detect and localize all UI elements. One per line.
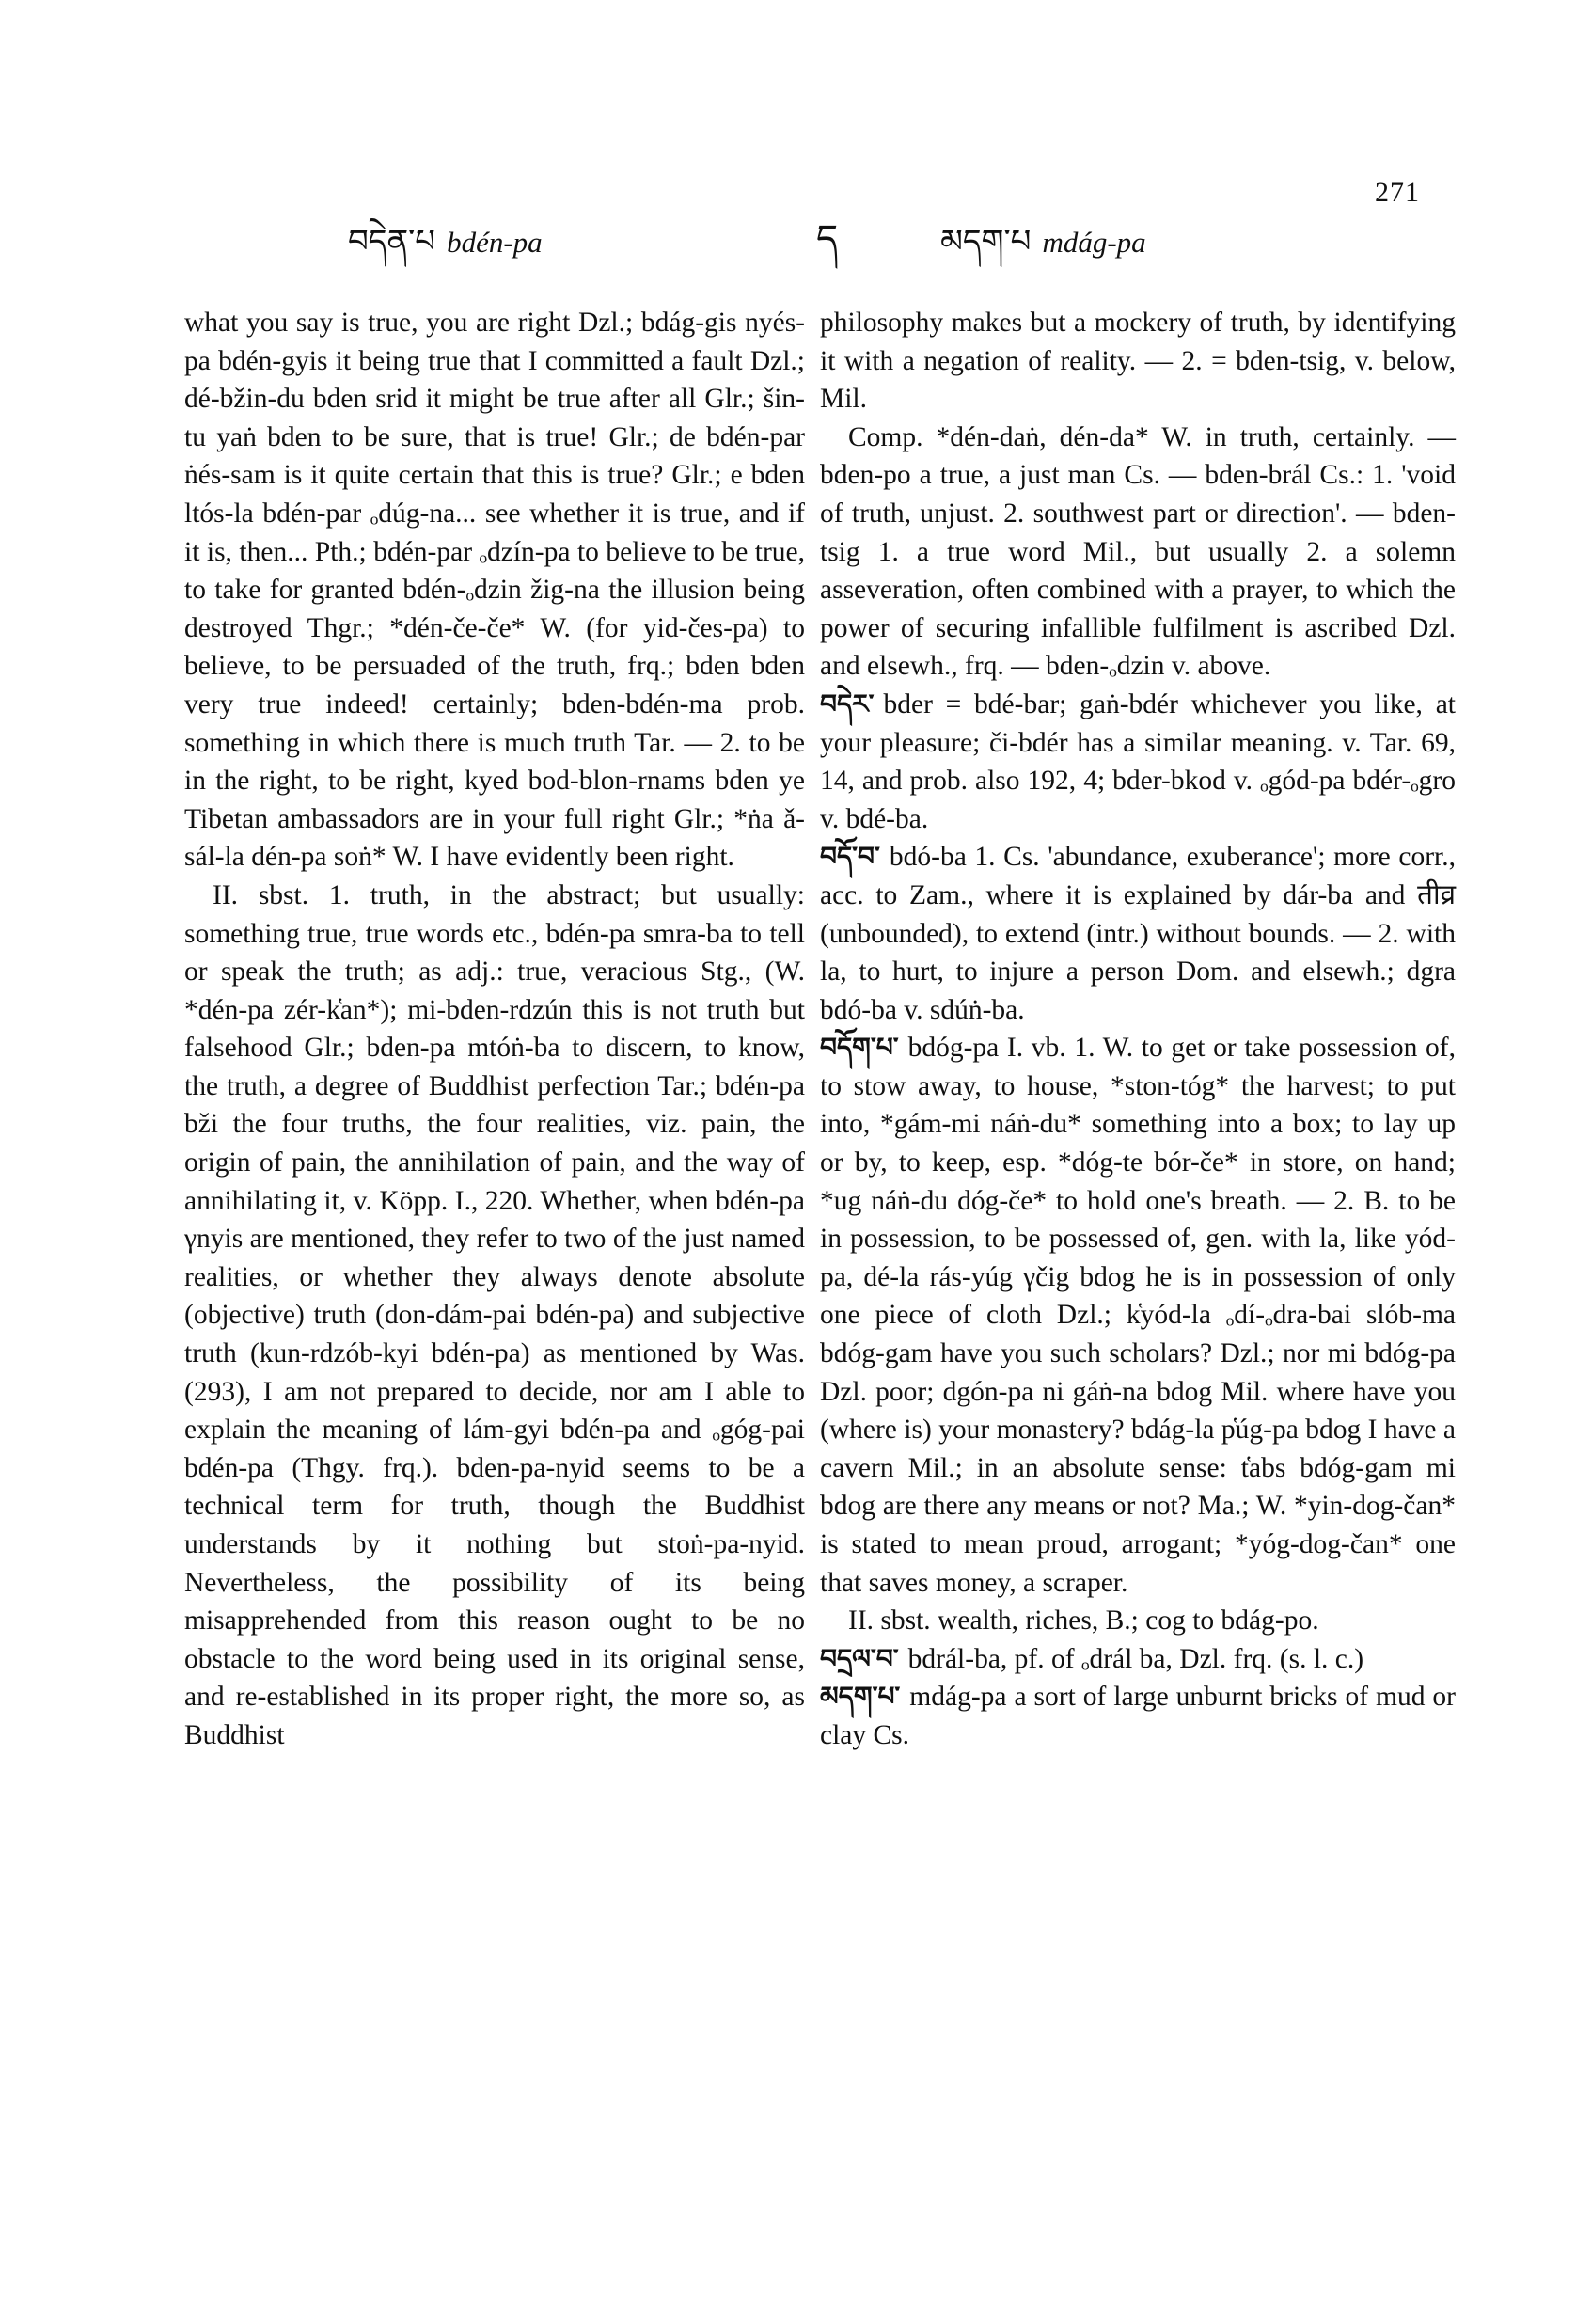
page-number: 271: [1375, 177, 1420, 208]
entry-text: bdóg-pa I. vb. 1. W. to get or take possession of, to stow away, to house, *ston-tóg* the harvest; to put into, *gám-mi náṅ-du* something into a box; to lay up or by, to keep, esp. *dóg-te bór-če* in store, on hand; *ug náṅ-du dóg-če* to hold one's breath. — 2. B. to be in possession, to be possessed of, gen. with la, like yód-pa, dé-la rás-yúg γčig bdog he is in possession of only one piece of cloth Dzl.; k̔yód-la ₒdí-ₒdra-bai slób-ma bdóg-gam have you such scholars? Dzl.; nor mi bdóg-pa Dzl. poor; dgón-pa ni gáṅ-na bdog Mil. where have you (where is) your monastery? bdág-la p̔úg-pa bdog I have a cavern Mil.; in an absolute sense: t̔abs bdóg-gam mi bdog are there any means or not? Ma.; W. *yin-dog-čan* is stated to mean proud, arrogant; *yóg-dog-čan* one that saves money, a scraper.: [820, 1033, 1456, 1598]
left-column: [184, 304, 805, 1755]
headword-tibetan: བདེར་: [820, 688, 875, 719]
entry-subsense: II. sbst. wealth, riches, B.; cog to bdág-po.: [848, 1605, 1319, 1636]
header-right-tibetan: མདག་པ: [940, 223, 1032, 261]
dictionary-entry-bdog-pa: [820, 1029, 1456, 1602]
entry-text: mdág-pa a sort of large unburnt bricks of mud or clay Cs.: [820, 1682, 1456, 1750]
header-left: [348, 205, 543, 295]
entry-paragraph: Comp. *dén-daṅ, dén-da* W. in truth, certainly. — bden-po a true, a just man Cs. — bden-brál Cs.: 1. 'void of truth, unjust. 2. southwest part or direction'. — bden-tsig 1. a true word Mil., but usually 2. a solemn asseveration, often combined with a prayer, to which the power of securing infallible fulfilment is ascribed Dzl. and elsewh., frq. — bden-ₒdzin v. above.: [820, 421, 1456, 682]
dictionary-entry-mdag-pa: [820, 1678, 1456, 1754]
header-left-tibetan: བདེན་པ: [348, 223, 436, 261]
header-right: [940, 205, 1146, 295]
entry-text: bdó-ba 1. Cs. 'abundance, exuberance'; more corr., acc. to Zam., where it is explained by dár-ba and तीव्र (unbounded), to extend (intr.) without bounds. — 2. with la, to hurt, to injure a person Dom. and elsewh.; dgra bdó-ba v. sdúṅ-ba.: [820, 842, 1456, 1025]
headword-tibetan: བདོ་བ་: [820, 841, 880, 873]
header-left-roman: bdén-pa: [447, 226, 543, 259]
dictionary-entry-bder: [820, 686, 1456, 838]
entry-paragraph: what you say is true, you are right Dzl.; bdág-gis nyés-pa bdén-gyis it being true that I committed a fault Dzl.; dé-bžin-du bden srid it might be true after all Glr.; šin-tu yaṅ bden to be sure, that is true! Glr.; de bdén-par ṅés-sam is it quite certain that this is true? Glr.; e bden ltós-la bdén-par ₒdúg-na... see whether it is true, and if it is, then... Pth.; bdén-par ₒdzín-pa to believe to be true, to take for granted bdén-ₒdzin žig-na the illusion being destroyed Thgr.; *dén-če-če* W. (for yid-čes-pa) to believe, to be persuaded of the truth, frq.; bden bden very true indeed! certainly; bden-bdén-ma prob. something in which there is much truth Tar. — 2. to be in the right, to be right, kyed bod-blon-rnams bden ye Tibetan ambassadors are in your full right Glr.; *ṅa ǎ-sál-la dén-pa soṅ* W. I have evidently been right.: [184, 308, 805, 873]
header-center-letter: ད: [816, 217, 839, 261]
entry-text: bdrál-ba, pf. of ₒdrál ba, Dzl. frq. (s. l. c.): [907, 1643, 1364, 1674]
entry-text: bder = bdé-bar; gaṅ-bdér whichever you like, at your pleasure; či-bdér has a similar meaning. v. Tar. 69, 14, and prob. also 192, 4; bder-bkod v. ₒgód-pa bdér-ₒgro v. bdé-ba.: [820, 688, 1456, 834]
header-right-roman: mdág-pa: [1042, 226, 1146, 259]
headword-tibetan: བདྲལ་བ་: [820, 1642, 899, 1674]
headword-tibetan: བདོག་པ་: [820, 1032, 899, 1064]
headword-tibetan: མདག་པ་: [820, 1681, 901, 1713]
entry-paragraph: II. sbst. 1. truth, in the abstract; but usually: something true, true words etc., bdén-pa smra-ba to tell or speak the truth; as adj.: true, veracious Stg., (W. *dén-pa zér-k̔an*); mi-bden-rdzún this is not truth but falsehood Glr.; bden-pa mtóṅ-ba to discern, to know, the truth, a degree of Buddhist perfection Tar.; bdén-pa bži the four truths, the four realities, viz. pain, the origin of pain, the annihilation of pain, and the way of annihilating it, v. Köpp. I., 220. Whether, when bdén-pa γnyis are mentioned, they refer to two of the just named realities, or whether they always denote absolute (objective) truth (don-dám-pai bdén-pa) and subjective truth (kun-rdzób-kyi bdén-pa) as mentioned by Was. (293), I am not prepared to decide, nor am I able to explain the meaning of lám-gyi bdén-pa and ₒgóg-pai bdén-pa (Thgy. frq.). bden-pa-nyid seems to be a technical term for truth, though the Buddhist understands by it nothing but stoṅ-pa-nyid. Nevertheless, the possibility of its being misapprehended from this reason ought to be no obstacle to the word being used in its original sense, and re-established in its proper right, the more so, as Buddhist: [184, 879, 805, 1750]
dictionary-entry-bdral-ba: [820, 1640, 1456, 1679]
dictionary-entry-bdo-ba: [820, 838, 1456, 1029]
entry-paragraph: philosophy makes but a mockery of truth, by identifying it with a negation of reality. — 2. = bden-tsig, v. below, Mil.: [820, 308, 1456, 415]
right-column: [820, 304, 1456, 1755]
